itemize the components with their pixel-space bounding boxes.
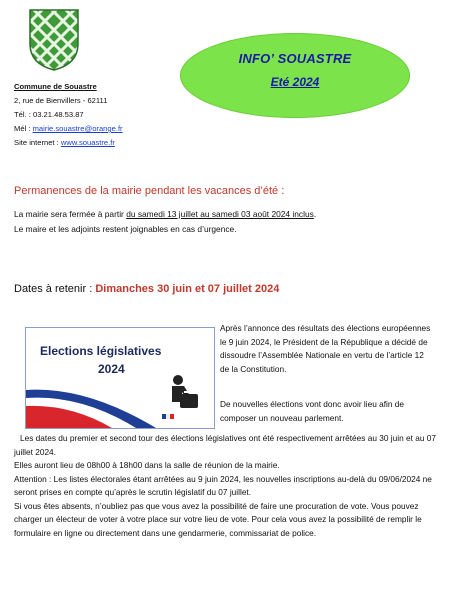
closure-post: . — [313, 209, 317, 219]
permanences-body — [14, 207, 439, 237]
announcement-paragraph: Après l’annonce des résultats des élections européennes le 9 juin 2024, le Président de la République a décidé de dissoudre l’Assemblée Nationale en vertu de l’article 12 de la Constitution. — [220, 323, 431, 374]
new-elections-paragraph: De nouvelles élections vont donc avoir lieu afin de composer un nouveau parlement. — [220, 399, 405, 423]
dates-paragraph: Les dates du premier et second tour des élections législatives ont été respectivement arrêtées au 30 juin et au 07 juillet 2024. — [14, 433, 437, 457]
permanences-title: Permanences de la mairie pendant les vacances d’été : — [14, 185, 285, 197]
info-title-oval — [180, 33, 410, 118]
email-line — [14, 122, 194, 136]
website-line — [14, 136, 194, 150]
info-subtitle: Eté 2024 — [270, 75, 320, 89]
commune-name: Commune de Souastre — [14, 82, 97, 91]
email-label: Mél : — [14, 124, 33, 133]
email-link[interactable]: mairie.souastre@orange.fr — [32, 124, 123, 133]
elections-image — [25, 327, 215, 429]
info-title: INFO’ SOUASTRE — [238, 51, 352, 66]
dates-to-remember — [14, 283, 279, 295]
contact-block — [14, 80, 194, 150]
address: 2, rue de Bienvillers - 62111 — [14, 96, 108, 105]
hours-paragraph: Elles auront lieu de 08h00 à 18h00 dans la salle de réunion de la mairie. — [14, 460, 280, 470]
closure-dates: du samedi 13 juillet au samedi 03 août 2024 inclus — [126, 209, 314, 219]
attention-paragraph: Attention : Les listes électorales étant arrêtées au 9 juin 2024, les nouvelles inscriptions au-delà du 09/06/2024 ne seront prises en compte qu’après le scrutin législatif du 07 juillet. — [14, 473, 432, 497]
procuration-paragraph: Si vous êtes absents, n’oubliez pas que vous avez la possibilité de faire une procuration de vote. Vous pouvez charger un électeur de voter à votre place sur votre lieu de vote. Pour cela vous avez la possibilité de remplir le formulaire en ligne ou directement dans une gendarmerie, commissariat de police. — [14, 500, 422, 538]
phone: Tél. : 03.21.48.53.87 — [14, 110, 84, 119]
election-details — [14, 432, 439, 540]
dates-label: Dates à retenir : — [14, 283, 96, 295]
closure-pre: La mairie sera fermée à partir — [14, 209, 127, 219]
elections-image-title: Elections législatives — [40, 344, 162, 358]
elections-image-year: 2024 — [98, 362, 125, 376]
coat-of-arms-logo — [28, 8, 80, 72]
website-link[interactable]: www.souastre.fr — [60, 138, 115, 147]
urgency-line: Le maire et les adjoints restent joignables en cas d’urgence. — [14, 224, 237, 234]
dates-value: Dimanches 30 juin et 07 juillet 2024 — [95, 283, 280, 295]
closure-line — [14, 207, 439, 222]
website-label: Site internet : — [14, 138, 61, 147]
